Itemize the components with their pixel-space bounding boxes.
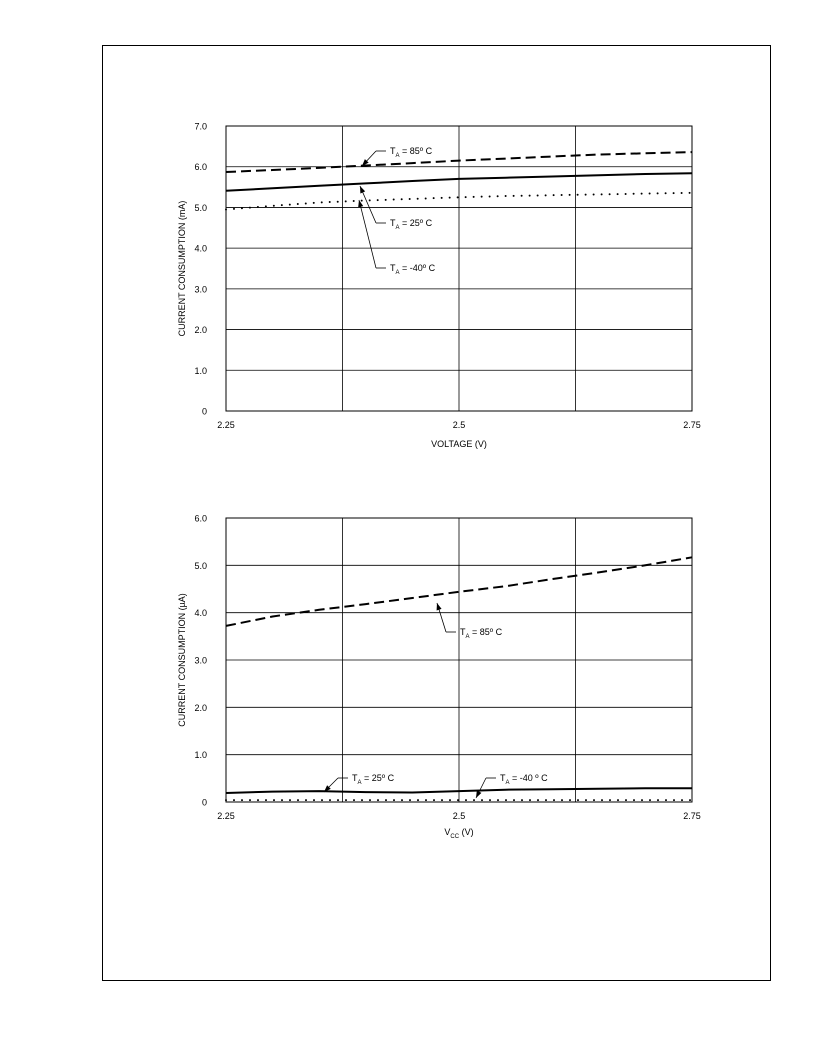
annotation-label-rest: = -40 º C [509,773,548,783]
y-tick-label: 3.0 [194,655,207,666]
x-axis-label-main: V [444,827,451,837]
series-annotation [360,186,433,231]
annotation-label [460,627,503,640]
y-axis-label: CURRENT CONSUMPTION (µA) [177,593,187,727]
series-annotation [324,773,395,792]
x-tick-label: 2.75 [683,811,701,821]
x-tick-label: 2.5 [452,811,466,821]
y-tick-label: 5.0 [194,560,207,571]
annotation-arrowhead [360,186,365,193]
series-annotation [476,773,548,798]
y-tick-label: 4.0 [194,243,207,254]
y-axis-label: CURRENT CONSUMPTION (mA) [177,200,187,337]
annotation-label-sub: A [357,780,362,786]
x-axis-label-sub: CC [450,834,460,840]
series-annotation [437,603,503,640]
annotation-leader [359,200,376,268]
x-tick-label: 2.25 [217,811,235,821]
annotation-label-rest: = 85º C [399,146,433,156]
x-axis-label-rest: (V) [459,827,474,837]
chart-1 [177,122,701,450]
annotation-label [390,218,433,231]
y-tick-label: 3.0 [194,284,207,295]
y-tick-label: 6.0 [194,162,207,173]
annotation-label-main: T [500,773,506,783]
x-tick-label: 2.25 [217,420,235,430]
annotation-label-sub: A [395,270,400,276]
annotation-label-rest: = 25º C [361,773,395,783]
y-tick-label: 0 [201,797,207,808]
x-axis-label: VOLTAGE (V) [431,439,487,449]
series-annotation [358,200,435,276]
annotation-arrowhead [437,603,442,610]
y-tick-label: 1.0 [194,750,207,761]
annotation-label-main: T [352,773,358,783]
annotation-label [390,146,433,159]
annotation-label-sub: A [465,634,470,640]
x-axis-label [444,827,473,840]
annotation-label-rest: = -40º C [399,263,436,273]
annotation-label-sub: A [395,153,400,159]
annotation-label [500,773,548,786]
x-tick-label: 2.75 [683,420,701,430]
y-tick-label: 2.0 [194,325,207,336]
annotation-label-main: T [390,218,396,228]
y-tick-label: 0 [201,406,207,417]
annotation-label-rest: = 85º C [469,627,503,637]
annotation-label [352,773,395,786]
annotation-label-rest: = 25º C [399,218,433,228]
annotation-label-sub: A [505,780,510,786]
y-tick-label: 4.0 [194,608,207,619]
annotation-arrowhead [476,791,481,798]
y-tick-label: 6.0 [194,513,207,524]
annotation-label-main: T [460,627,466,637]
annotation-label-main: T [390,146,396,156]
y-tick-label: 2.0 [194,702,207,713]
annotation-label-sub: A [395,225,400,231]
annotation-label [390,263,436,276]
annotation-label-main: T [390,263,396,273]
y-tick-label: 7.0 [194,121,207,132]
chart-2 [177,514,701,841]
y-tick-label: 1.0 [194,365,207,376]
x-tick-label: 2.5 [452,420,466,430]
y-tick-label: 5.0 [194,202,207,213]
